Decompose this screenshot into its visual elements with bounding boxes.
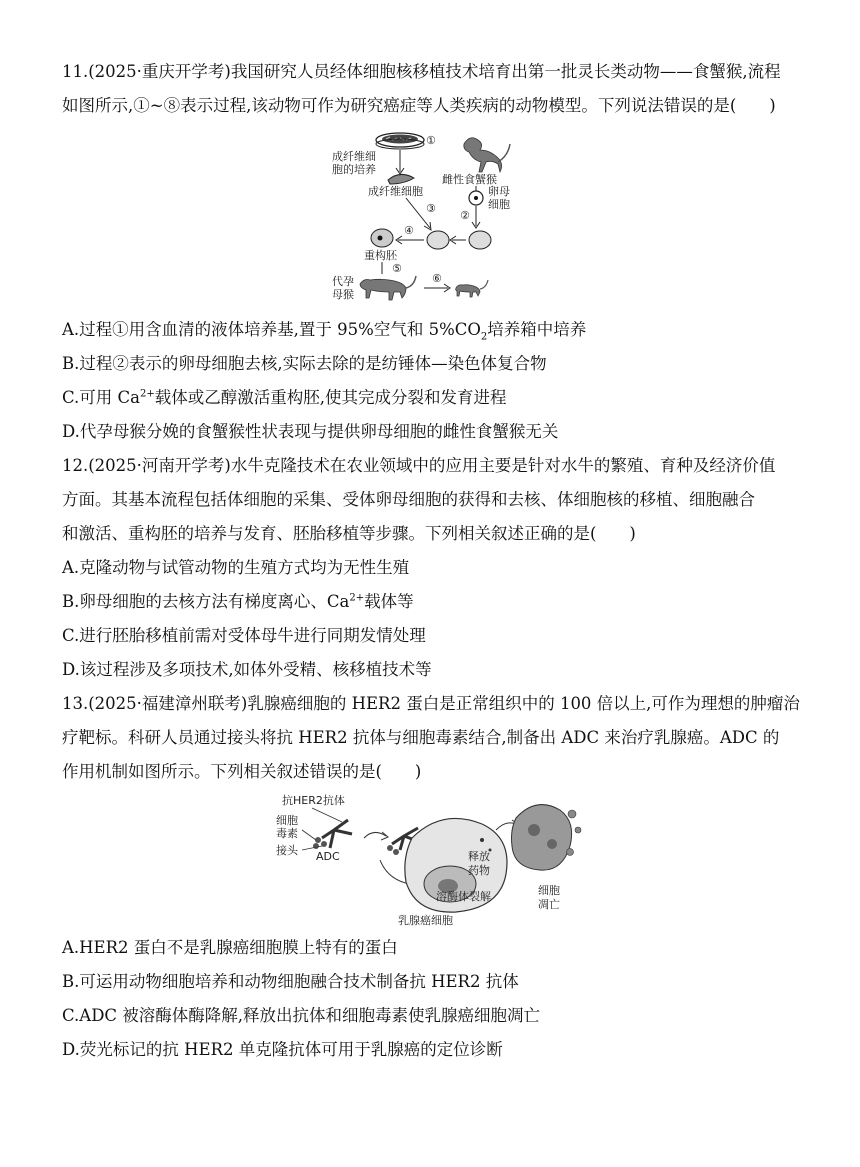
q11-option-b: B.过程②表示的卵母细胞去核,实际去除的是纺锤体—染色体复合物: [62, 354, 547, 373]
label-egg-a: 卵母: [488, 185, 510, 198]
label-surrogate-b: 母猴: [332, 288, 354, 301]
q12-option-c: C.进行胚胎移植前需对受体母牛进行同期发情处理: [62, 626, 426, 645]
q12-option-a: A.克隆动物与试管动物的生殖方式均为无性生殖: [62, 558, 410, 577]
q12-stem-line1: 12.(2025·河南开学考)水牛克隆技术在农业领域中的应用主要是针对水牛的繁殖、育种及经济价值: [62, 456, 776, 475]
q11-stem-line2: 如图所示,①~⑧表示过程,该动物可作为研究癌症等人类疾病的动物模型。下列说法错误的是( ): [62, 96, 776, 115]
step-5-number: ⑤: [392, 262, 402, 275]
q11-option-a: A.过程①用含血清的液体培养基,置于 95%空气和 $5\%CO_2$培养箱中培养: [62, 320, 587, 343]
surrogate-monkey-icon: [360, 276, 416, 300]
q11-stem-line1: 11.(2025·重庆开学考)我国研究人员经体细胞核移植技术培育出第一批灵长类动物——食蟹猴,流程: [62, 62, 781, 81]
q13-option-d: D.荧光标记的抗 HER2 单克隆抗体可用于乳腺癌的定位诊断: [62, 1040, 503, 1059]
label-surrogate-a: 代孕: [332, 275, 354, 288]
q13-stem-line3: 作用机制如图所示。下列相关叙述错误的是( ): [62, 762, 422, 781]
monkey-icon: [464, 138, 510, 172]
label-adc: ADC: [316, 850, 340, 863]
baby-monkey-icon: [456, 280, 488, 297]
label-egg-b: 细胞: [488, 198, 510, 211]
adc-molecule-icon: [313, 820, 352, 849]
step-3-number: ③: [426, 202, 436, 215]
label-culture-b: 胞的培养: [332, 163, 376, 176]
q13-option-c: C.ADC 被溶酶体酶降解,释放出抗体和细胞毒素使乳腺癌细胞凋亡: [62, 1006, 541, 1025]
label-antibody: 抗HER2抗体: [282, 794, 345, 807]
label-female-monkey: 雌性食蟹猴: [442, 173, 497, 186]
q12-stem-line3: 和激活、重构胚的培养与发育、胚胎移植等步骤。下列相关叙述正确的是( ): [62, 524, 636, 543]
enucleated-egg-icon: [469, 231, 491, 249]
egg-cell-icon: [469, 191, 483, 205]
label-fibroblast: 成纤维细胞: [368, 185, 423, 198]
label-release-a: 释放: [468, 850, 490, 863]
fused-cell-icon: [427, 231, 449, 249]
label-cancer-cell: 乳腺癌细胞: [398, 914, 453, 927]
culture-dish-icon: [376, 133, 424, 149]
apoptotic-cell-icon: [512, 805, 582, 871]
q13-stem-line2: 疗靶标。科研人员通过接头将抗 HER2 抗体与细胞毒素结合,制备出 ADC 来治疗乳腺癌。ADC 的: [62, 728, 780, 747]
q13-option-b: B.可运用动物细胞培养和动物细胞融合技术制备抗 HER2 抗体: [62, 972, 519, 991]
step-4-number: ④: [404, 224, 414, 237]
q11-flow-figure: [330, 128, 530, 308]
label-release-b: 药物: [468, 864, 490, 877]
label-toxin-a: 细胞: [276, 814, 298, 827]
step-2-number: ②: [460, 209, 470, 222]
q11-option-d: D.代孕母猴分娩的食蟹猴性状表现与提供卵母细胞的雌性食蟹猴无关: [62, 422, 559, 441]
reconstructed-embryo-icon: [371, 229, 393, 247]
q12-option-d: D.该过程涉及多项技术,如体外受精、核移植技术等: [62, 660, 432, 679]
q11-option-c: C.可用 $Ca^{2+}$载体或乙醇激活重构胚,使其完成分裂和发育进程: [62, 388, 507, 407]
label-culture-a: 成纤维细: [332, 150, 376, 163]
label-linker: 接头: [276, 844, 298, 857]
step-1-number: ①: [426, 134, 436, 147]
q13-option-a: A.HER2 蛋白不是乳腺癌细胞膜上特有的蛋白: [62, 938, 398, 957]
label-toxin-b: 毒素: [276, 827, 298, 840]
label-death-a: 细胞: [538, 884, 560, 897]
q12-option-b: B.卵母细胞的去核方法有梯度离心、$Ca^{2+}$载体等: [62, 592, 414, 611]
q13-adc-figure: [272, 790, 592, 930]
fibroblast-icon: [388, 174, 414, 184]
label-embryo: 重构胚: [364, 249, 397, 262]
label-lysosome: 溶酶体裂解: [436, 890, 491, 903]
q12-stem-line2: 方面。其基本流程包括体细胞的采集、受体卵母细胞的获得和去核、体细胞核的移植、细胞融合: [62, 490, 755, 509]
label-death-b: 凋亡: [538, 898, 560, 911]
q13-stem-line1: 13.(2025·福建漳州联考)乳腺癌细胞的 HER2 蛋白是正常组织中的 100 倍以上,可作为理想的肿瘤治: [62, 694, 800, 713]
step-6-number: ⑥: [432, 272, 442, 285]
